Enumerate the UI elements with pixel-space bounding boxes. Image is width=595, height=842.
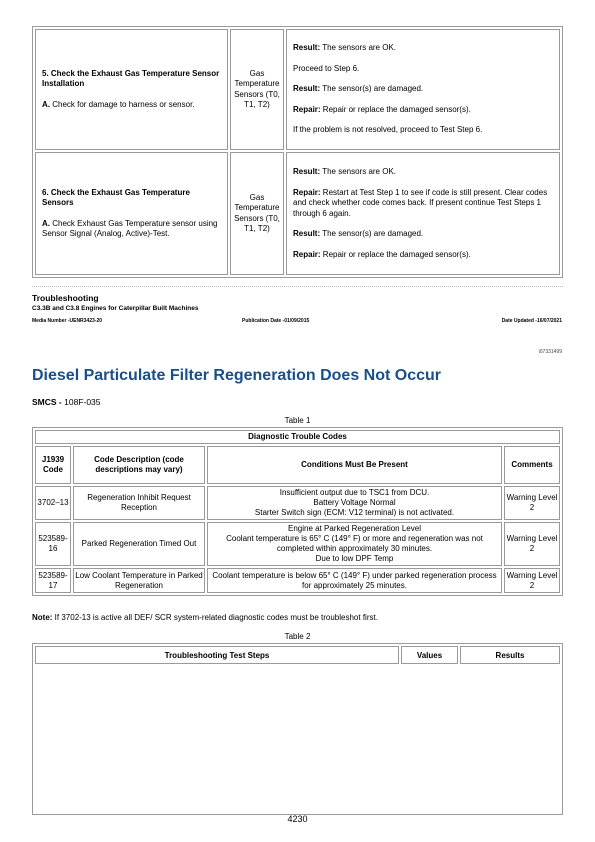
comments-cell: Warning Level 2 — [504, 568, 560, 593]
column-header: Conditions Must Be Present — [207, 446, 502, 484]
page-title: Diesel Particulate Filter Regeneration Does Not Occur — [32, 367, 442, 384]
table-row — [35, 666, 560, 812]
table-heading-row — [35, 430, 560, 444]
result-line: Result: The sensors are OK. — [293, 167, 397, 176]
smcs-line — [32, 397, 101, 407]
column-header: Values — [401, 646, 458, 664]
result-line: If the problem is not resolved, proceed to Test Step 6. — [293, 125, 483, 135]
comments-cell: Warning Level 2 — [504, 522, 560, 566]
conditions-cell: Insufficient output due to TSC1 from DCU. Battery Voltage Normal Starter Switch sign (ECM: V12 terminal) is not activated. — [207, 486, 502, 520]
column-header: Comments — [504, 446, 560, 484]
table-row — [35, 152, 560, 275]
publication-date: Publication Date -01/09/2015 — [242, 318, 310, 324]
code-cell: 523589-16 — [35, 522, 71, 566]
note-label: Note: — [32, 613, 53, 622]
table2-caption: Table 2 — [284, 632, 311, 641]
step-title: 6. Check the Exhaust Gas Temperature Sensors — [42, 187, 190, 207]
code-cell: 3702–13 — [35, 486, 71, 520]
column-header: J1939 Code — [35, 446, 71, 484]
comments-cell: Warning Level 2 — [504, 486, 560, 520]
result-line: Repair: Repair or replace the damaged sensor(s). — [293, 249, 471, 259]
result-line: Result: The sensors are OK. — [293, 43, 397, 53]
results-cell — [286, 29, 560, 150]
note-text: If 3702-13 is active all DEF/ SCR system-related diagnostic codes must be troubleshot first. — [52, 613, 378, 622]
result-line: Repair: Repair or replace the damaged sensor(s). — [293, 104, 471, 114]
column-header: Code Description (code descriptions may vary) — [73, 446, 205, 484]
values-cell: Gas Temperature Sensors (T0, T1, T2) — [230, 152, 284, 275]
smcs-value: 108F-035 — [64, 397, 101, 407]
conditions-cell: Engine at Parked Regeneration Level Coolant temperature is 65° C (149° F) or more and regeneration was not completed within approximately 30 minutes. Due to low DPF Temp — [207, 522, 502, 566]
description-cell: Regeneration Inhibit Request Reception — [73, 486, 205, 520]
code-cell: 523589-17 — [35, 568, 71, 593]
table-row — [35, 568, 560, 593]
values-cell: Gas Temperature Sensors (T0, T1, T2) — [230, 29, 284, 150]
table-row — [35, 29, 560, 150]
results-cell — [286, 152, 560, 275]
description-cell: Low Coolant Temperature in Parked Regeneration — [73, 568, 205, 593]
divider — [32, 286, 563, 287]
table-header-row — [35, 646, 560, 664]
result-line: Proceed to Step 6. — [293, 63, 360, 73]
column-header: Results — [460, 646, 560, 664]
section-name: Troubleshooting — [32, 293, 99, 303]
table-heading: Diagnostic Trouble Codes — [35, 430, 560, 444]
diagnostic-trouble-codes-table — [32, 427, 563, 596]
step-sub-label: A. — [42, 99, 50, 109]
manual-subtitle: C3.3B and C3.8 Engines for Caterpillar Built Machines — [32, 305, 199, 312]
test-steps-table-continued — [32, 26, 563, 278]
result-line: Result: The sensor(s) are damaged. — [293, 229, 424, 238]
date-updated: Date Updated -16/07/2021 — [501, 318, 562, 324]
media-number: Media Number -UENR3423-20 — [32, 318, 103, 324]
step-cell — [35, 152, 228, 275]
step-sub-text: Check Exhaust Gas Temperature sensor using Sensor Signal (Analog, Active)-Test. — [42, 218, 218, 238]
result-line: Repair: Restart at Test Step 1 to see if code is still present. Clear codes and check whether code comes back. If present continue Test Steps 1 through 6 again. — [293, 187, 548, 218]
step-sub-text: Check for damage to harness or sensor. — [50, 99, 195, 109]
step-cell — [35, 29, 228, 150]
document-id: i07331499 — [538, 349, 562, 355]
table1-caption: Table 1 — [284, 416, 311, 425]
troubleshooting-test-steps-table — [32, 643, 563, 815]
table-row — [35, 522, 560, 566]
conditions-cell: Coolant temperature is below 65° C (149° F) under parked regeneration process for approximately 25 minutes. — [207, 568, 502, 593]
table-header-row — [35, 446, 560, 484]
step-title: 5. Check the Exhaust Gas Temperature Sensor Installation — [42, 68, 220, 89]
column-header: Troubleshooting Test Steps — [35, 646, 399, 664]
step-sub-label: A. — [42, 218, 50, 228]
description-cell: Parked Regeneration Timed Out — [73, 522, 205, 566]
result-line: Result: The sensor(s) are damaged. — [293, 84, 424, 94]
table-row — [35, 486, 560, 520]
note — [32, 613, 378, 622]
page-number: 4230 — [287, 814, 308, 824]
smcs-label: SMCS - — [32, 397, 65, 407]
